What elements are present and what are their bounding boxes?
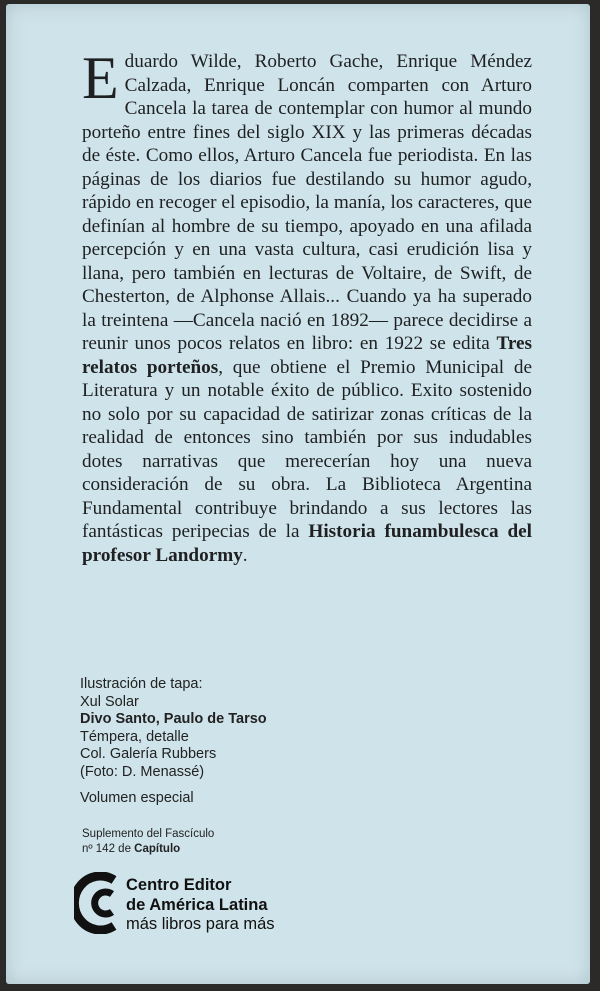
supplement-line-2 xyxy=(82,842,214,857)
supplement-number: nº 142 de xyxy=(82,843,135,855)
drop-cap: E xyxy=(82,45,119,111)
publisher-line-2: de América Latina xyxy=(126,895,268,914)
blurb-part-2: , que obtiene el Premio Municipal de Literatura y un notable éxito de público. Exito sostenido no solo por su capacidad de satirizar zonas críticas de la realidad de entonces sino también por sus indudables dotes narrativas que merecerían hoy una nueva consideración de su obra. La Biblioteca Argentina Fundamental contribuye brindando a sus lectores las fantásticas peripecias de la xyxy=(82,356,532,542)
credits-photo: (Foto: D. Menassé) xyxy=(80,763,205,780)
publisher-slogan: más libros para más xyxy=(126,915,275,933)
publisher-line-1: Centro Editor xyxy=(126,876,232,894)
credits-heading: Ilustración de tapa: xyxy=(80,676,203,692)
volume-label: Volumen especial xyxy=(80,790,194,806)
illustration-credits xyxy=(80,676,267,781)
credits-collection: Col. Galería Rubbers xyxy=(80,746,217,762)
supplement-line-1: Suplemento del Fascículo xyxy=(82,828,215,840)
publisher-block xyxy=(74,872,275,935)
book-title-historia: Historia funambulesca del profesor Landormy xyxy=(82,521,532,566)
credits-artist: Xul Solar xyxy=(80,693,139,710)
publisher-name xyxy=(126,872,275,935)
blurb-text xyxy=(82,45,532,567)
back-cover xyxy=(6,4,590,984)
supplement-series: Capítulo xyxy=(134,843,181,855)
credits-artwork-title: Divo Santo, Paulo de Tarso xyxy=(80,711,267,727)
supplement-note xyxy=(82,827,214,857)
book-title-tres-relatos: Tres relatos porteños xyxy=(82,333,532,378)
blurb-part-3: . xyxy=(242,544,248,566)
credits-medium: Témpera, detalle xyxy=(80,728,189,745)
ceal-logo-icon xyxy=(74,872,120,934)
blurb-part-1: duardo Wilde, Roberto Gache, Enrique Méndez Calzada, Enrique Loncán comparten con Arturo Cancela la tarea de contemplar con humor al mundo porteño entre fines del siglo XIX y las primeras décadas de éste. Como ellos, Arturo Cancela fue periodista. En las páginas de los diarios fue destilando su humor agudo, rápido en recoger el episodio, la manía, los caracteres, que definían al hombre de su tiempo, apoyado en una afilada percepción y en una vasta cultura, casi erudición lisa y llana, pero también en lecturas de Voltaire, de Swift, de Chesterton, de Alphonse Allais... Cuando ya ha superado la treintena —Cancela nació en 1892— parece decidirse a reunir unos pocos relatos en libro: en 1922 se edita xyxy=(82,51,532,354)
